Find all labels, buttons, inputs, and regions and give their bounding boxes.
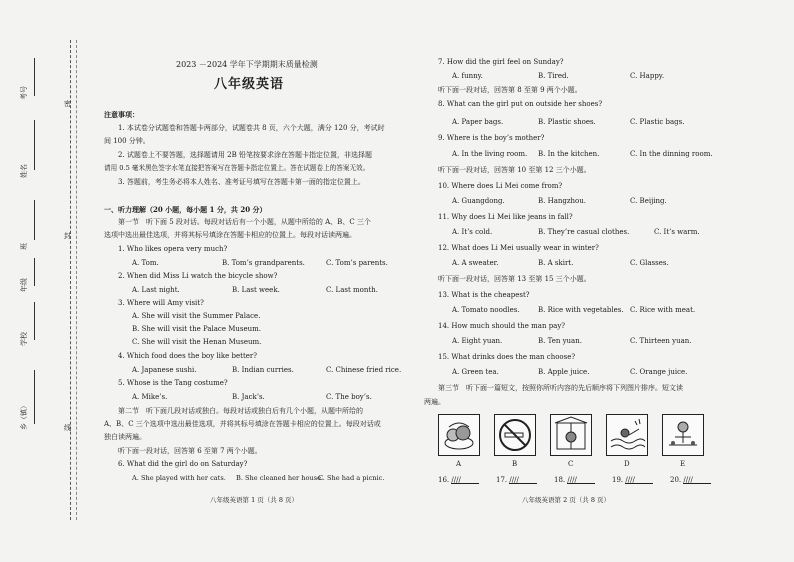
answer-blank-19[interactable] bbox=[612, 476, 653, 485]
q6-option-a: A. She played with her cats. bbox=[132, 474, 226, 482]
field-exam-number-label: 考号 bbox=[20, 86, 28, 100]
note-line-5: 3. 答题前，考生务必将本人姓名、准考证号填写在答题卡第一面的指定位置上。 bbox=[118, 178, 365, 186]
field-exam-number-line bbox=[34, 58, 35, 96]
q3-option-b: B. She will visit the Palace Museum. bbox=[132, 325, 262, 333]
blank-line-20[interactable]: //// bbox=[683, 476, 711, 484]
q4-option-c: C. Chinese fried rice. bbox=[326, 366, 402, 374]
part-2-instruction-2: A、B、C 三个选项中选出最佳选项，并将其标号填涂在答题卡相应的位置上。每段对话或 bbox=[104, 420, 381, 428]
picture-b-no-smoking bbox=[494, 414, 536, 456]
q7-option-c: C. Happy. bbox=[630, 72, 665, 80]
question-7: 7. How did the girl feel on Sunday? bbox=[438, 58, 564, 66]
picture-a-food bbox=[438, 414, 480, 456]
question-11: 11. Why does Li Mei like jeans in fall? bbox=[438, 213, 573, 221]
question-1: 1. Who likes opera very much? bbox=[118, 245, 228, 253]
field-class-label: 班 bbox=[20, 243, 28, 250]
q6-option-c: C. She had a picnic. bbox=[318, 474, 385, 482]
q6-option-b: B. She cleaned her house. bbox=[236, 474, 324, 482]
picture-label-c: C bbox=[568, 460, 574, 468]
question-15: 15. What drinks does the man choose? bbox=[438, 353, 576, 361]
question-14: 14. How much should the man pay? bbox=[438, 322, 566, 330]
note-line-4: 请用 0.5 毫米黑色签字水笔直接把答案写在答题卡指定位置上。答在试题卷上的答案无效。 bbox=[104, 164, 370, 172]
q8-option-c: C. Plastic bags. bbox=[630, 118, 685, 126]
exam-title: 2023 －2024 学年下学期期末质量检测 bbox=[176, 60, 318, 69]
q4-option-a: A. Japanese sushi. bbox=[132, 366, 197, 374]
field-town-line bbox=[34, 370, 35, 424]
field-school-line bbox=[34, 302, 35, 340]
binding-strip bbox=[0, 0, 88, 562]
part-2-instruction-1: 第二节 听下面几段对话或独白。每段对话或独白后有几个小题，从题中所给的 bbox=[118, 407, 363, 415]
listen-13-15-instruction: 听下面一段对话，回答第 13 至第 15 三个小题。 bbox=[438, 275, 591, 283]
q10-option-a: A. Guangdong. bbox=[452, 197, 505, 205]
q9-option-a: A. In the living room. bbox=[452, 150, 528, 158]
subject-title: 八年级英语 bbox=[214, 77, 285, 92]
picture-d-swimming bbox=[606, 414, 648, 456]
picture-label-e: E bbox=[680, 460, 686, 468]
picture-label-d: D bbox=[624, 460, 630, 468]
q2-option-a: A. Last night. bbox=[132, 286, 180, 294]
picture-e-eating bbox=[662, 414, 704, 456]
q5-option-c: C. The boy’s. bbox=[326, 393, 372, 401]
q11-option-a: A. It’s cold. bbox=[452, 228, 493, 236]
page-1-footer: 八年级英语第 1 页（共 8 页） bbox=[210, 496, 299, 504]
blank-number-18: 18. bbox=[554, 476, 566, 484]
field-grade-label: 年级 bbox=[20, 278, 28, 292]
blank-line-19[interactable]: //// bbox=[625, 476, 653, 484]
field-school-label: 学校 bbox=[20, 332, 28, 346]
blank-line-16[interactable]: //// bbox=[451, 476, 479, 484]
field-grade-line bbox=[34, 258, 35, 286]
listen-10-12-instruction: 听下面一段对话，回答第 10 至第 12 三个小题。 bbox=[438, 166, 591, 174]
q2-option-b: B. Last week. bbox=[232, 286, 280, 294]
seal-mark-3: 线 bbox=[64, 424, 71, 432]
q5-option-b: B. Jack’s. bbox=[232, 393, 265, 401]
q11-option-c: C. It’s warm. bbox=[654, 228, 700, 236]
q1-option-b: B. Tom’s grandparents. bbox=[222, 259, 305, 267]
q14-option-c: C. Thirteen yuan. bbox=[630, 337, 692, 345]
q1-option-c: C. Tom’s parents. bbox=[326, 259, 388, 267]
blank-line-18[interactable]: //// bbox=[567, 476, 595, 484]
q15-option-a: A. Green tea. bbox=[452, 368, 499, 376]
field-town-label: 乡（镇） bbox=[20, 402, 28, 430]
notes-heading: 注意事项： bbox=[104, 110, 139, 119]
blank-line-17[interactable]: //// bbox=[509, 476, 537, 484]
question-13: 13. What is the cheapest? bbox=[438, 291, 530, 299]
blank-number-19: 19. bbox=[612, 476, 624, 484]
q12-option-a: A. A sweater. bbox=[452, 259, 499, 267]
q8-option-b: B. Plastic shoes. bbox=[538, 118, 596, 126]
answer-blank-17[interactable] bbox=[496, 476, 537, 485]
q9-option-b: B. In the kitchen. bbox=[538, 150, 600, 158]
part-1-instruction-1: 第一节 听下面 5 段对话。每段对话后有一个小题，从题中所给的 A、B、C 三个 bbox=[118, 218, 371, 226]
q11-option-b: B. They’re casual clothes. bbox=[538, 228, 630, 236]
q13-option-a: A. Tomato noodles. bbox=[452, 306, 520, 314]
q15-option-b: B. Apple juice. bbox=[538, 368, 590, 376]
seal-line-inner bbox=[76, 40, 77, 520]
seal-line bbox=[70, 40, 71, 520]
part-2-instruction-3: 独白读两遍。 bbox=[104, 433, 146, 441]
q7-option-b: B. Tired. bbox=[538, 72, 569, 80]
q10-option-c: C. Beijing. bbox=[630, 197, 667, 205]
q10-option-b: B. Hangzhou. bbox=[538, 197, 587, 205]
q12-option-c: C. Glasses. bbox=[630, 259, 669, 267]
picture-label-b: B bbox=[512, 460, 518, 468]
answer-blank-18[interactable] bbox=[554, 476, 595, 485]
seal-mark-1: 密 bbox=[64, 100, 71, 108]
q15-option-c: C. Orange juice. bbox=[630, 368, 688, 376]
answer-blank-20[interactable] bbox=[670, 476, 711, 485]
blank-number-17: 17. bbox=[496, 476, 508, 484]
question-2: 2. When did Miss Li watch the bicycle show? bbox=[118, 272, 278, 280]
note-line-1: 1. 本试卷分试题卷和答题卡两部分，试题卷共 8 页，六个大题，满分 120 分，考试时 bbox=[118, 124, 385, 132]
part-1-instruction-2: 选项中选出最佳选项，并将其标号填涂在答题卡相应的位置上。每段对话读两遍。 bbox=[104, 231, 356, 239]
blank-number-20: 20. bbox=[670, 476, 682, 484]
q14-option-b: B. Ten yuan. bbox=[538, 337, 582, 345]
note-line-3: 2. 试题卷上不要答题，选择题请用 2B 铅笔按要求涂在答题卡指定位置，非选择题 bbox=[118, 151, 372, 159]
field-class-line bbox=[34, 200, 35, 240]
question-3: 3. Where will Amy visit? bbox=[118, 299, 204, 307]
q2-option-c: C. Last month. bbox=[326, 286, 378, 294]
seal-mark-2: 封 bbox=[64, 232, 71, 240]
q4-option-b: B. Indian curries. bbox=[232, 366, 294, 374]
field-name-line bbox=[34, 120, 35, 170]
blank-number-16: 16. bbox=[438, 476, 450, 484]
section-1-heading: 一、听力理解（20 小题，每小题 1 分，共 20 分） bbox=[104, 205, 267, 214]
q3-option-c: C. She will visit the Henan Museum. bbox=[132, 338, 262, 346]
picture-label-a: A bbox=[456, 460, 462, 468]
q12-option-b: B. A skirt. bbox=[538, 259, 574, 267]
question-5: 5. Whose is the Tang costume? bbox=[118, 379, 228, 387]
q14-option-a: A. Eight yuan. bbox=[452, 337, 503, 345]
part-3-instruction-1: 第三节 听下面一篇短文，按照你所听内容的先后顺序将下列图片排序。短文读 bbox=[438, 384, 683, 392]
q5-option-a: A. Mike’s. bbox=[132, 393, 168, 401]
question-8: 8. What can the girl put on outside her shoes? bbox=[438, 100, 603, 108]
field-name-label: 姓名 bbox=[20, 164, 28, 178]
answer-blank-16[interactable] bbox=[438, 476, 479, 485]
q3-option-a: A. She will visit the Summer Palace. bbox=[132, 312, 261, 320]
q7-option-a: A. funny. bbox=[452, 72, 483, 80]
q13-option-c: C. Rice with meat. bbox=[630, 306, 696, 314]
page-2-footer: 八年级英语第 2 页（共 8 页） bbox=[522, 496, 611, 504]
q1-option-a: A. Tom. bbox=[132, 259, 159, 267]
listen-8-9-instruction: 听下面一段对话，回答第 8 至第 9 两个小题。 bbox=[438, 86, 582, 94]
q8-option-a: A. Paper bags. bbox=[452, 118, 504, 126]
question-9: 9. Where is the boy’s mother? bbox=[438, 134, 545, 142]
question-12: 12. What does Li Mei usually wear in winter? bbox=[438, 244, 599, 252]
listen-6-7-instruction: 听下面一段对话，回答第 6 至第 7 两个小题。 bbox=[118, 447, 262, 455]
question-6: 6. What did the girl do on Saturday? bbox=[118, 460, 248, 468]
q9-option-c: C. In the dinning room. bbox=[630, 150, 713, 158]
note-line-2: 间 100 分钟。 bbox=[104, 137, 150, 145]
part-3-instruction-2: 两遍。 bbox=[424, 398, 445, 406]
question-4: 4. Which food does the boy like better? bbox=[118, 352, 258, 360]
question-10: 10. Where does Li Mei come from? bbox=[438, 182, 563, 190]
picture-c-window bbox=[550, 414, 592, 456]
q13-option-b: B. Rice with vegetables. bbox=[538, 306, 624, 314]
